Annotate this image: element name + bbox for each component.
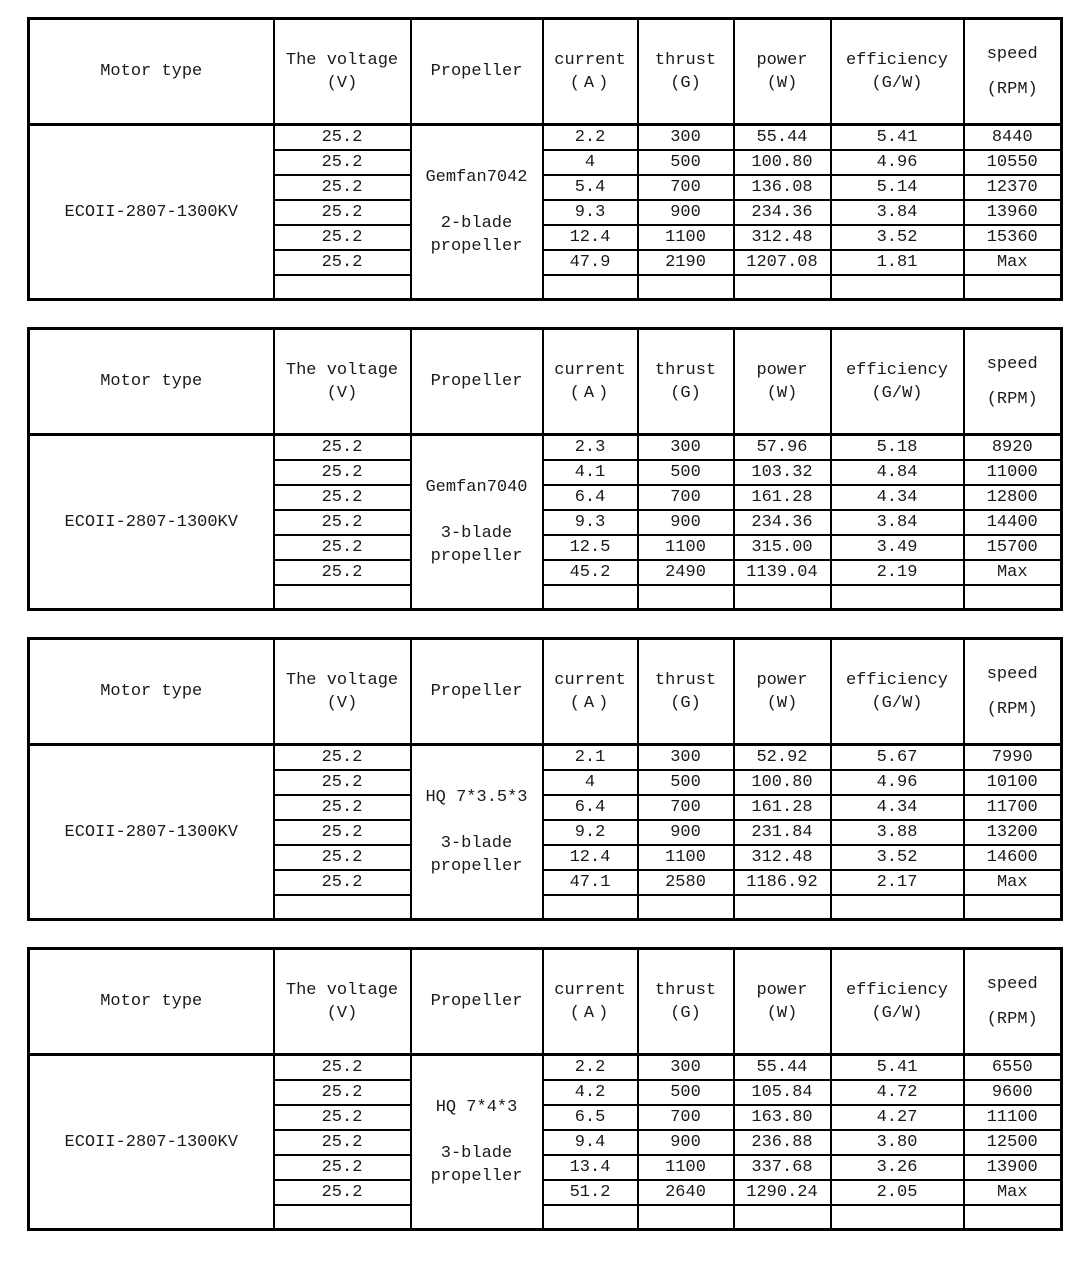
power-cell: [734, 275, 831, 300]
header-efficiency-label: efficiency: [845, 50, 949, 70]
propeller-blade-type: 3-blade propeller: [430, 524, 523, 566]
power-cell: 231.84: [734, 820, 831, 845]
thrust-cell: 900: [638, 820, 734, 845]
motor-type-cell: ECOII-2807-1300KV: [29, 125, 274, 300]
efficiency-cell: 4.72: [831, 1080, 964, 1105]
speed-cell: 12370: [964, 175, 1062, 200]
header-propeller: [411, 949, 543, 1055]
thrust-cell: [638, 275, 734, 300]
current-cell: 13.4: [543, 1155, 638, 1180]
voltage-cell: 25.2: [274, 845, 411, 870]
header-power-label: power: [756, 670, 808, 690]
voltage-cell: 25.2: [274, 200, 411, 225]
voltage-cell: [274, 895, 411, 920]
voltage-cell: 25.2: [274, 460, 411, 485]
header-voltage-label: The voltage: [285, 670, 399, 690]
thrust-cell: 1100: [638, 225, 734, 250]
header-speed-unit: (RPM): [986, 79, 1038, 99]
header-speed-label: speed: [986, 44, 1038, 64]
thrust-cell: [638, 895, 734, 920]
efficiency-cell: 3.80: [831, 1130, 964, 1155]
thrust-cell: 2580: [638, 870, 734, 895]
current-cell: 9.3: [543, 200, 638, 225]
header-motor-type-label: Motor type: [100, 62, 203, 81]
header-power-unit: (W): [766, 1003, 798, 1023]
voltage-cell: 25.2: [274, 1180, 411, 1205]
table-body: [29, 125, 1062, 300]
efficiency-cell: 3.84: [831, 200, 964, 225]
header-voltage-label: The voltage: [285, 980, 399, 1000]
speed-cell: 15360: [964, 225, 1062, 250]
voltage-cell: [274, 1205, 411, 1230]
efficiency-cell: 5.18: [831, 435, 964, 461]
voltage-cell: 25.2: [274, 1055, 411, 1081]
header-motor-type-label: Motor type: [100, 372, 203, 391]
propeller-blade-type: 3-blade propeller: [430, 834, 523, 876]
current-cell: 12.4: [543, 845, 638, 870]
current-cell: 5.4: [543, 175, 638, 200]
voltage-cell: 25.2: [274, 560, 411, 585]
speed-cell: 11700: [964, 795, 1062, 820]
header-current-unit: (A): [569, 1003, 613, 1023]
voltage-cell: 25.2: [274, 250, 411, 275]
thrust-cell: [638, 585, 734, 610]
thrust-cell: 500: [638, 770, 734, 795]
propeller-name: HQ 7*3.5*3: [425, 788, 528, 807]
header-thrust: [638, 639, 734, 745]
header-thrust-unit: (G): [670, 1003, 701, 1023]
thrust-cell: 700: [638, 175, 734, 200]
voltage-cell: 25.2: [274, 175, 411, 200]
header-current-label: current: [554, 980, 626, 1000]
header-row: [29, 949, 1062, 1055]
efficiency-cell: 4.27: [831, 1105, 964, 1130]
propeller-blade-type: 2-blade propeller: [430, 214, 523, 256]
current-cell: 6.5: [543, 1105, 638, 1130]
header-speed-label: speed: [986, 664, 1038, 684]
voltage-cell: 25.2: [274, 485, 411, 510]
propeller-cell: [411, 745, 543, 920]
efficiency-cell: [831, 1205, 964, 1230]
header-propeller: [411, 19, 543, 125]
speed-cell: 10550: [964, 150, 1062, 175]
header-efficiency-unit: (G/W): [871, 693, 923, 713]
header-efficiency-label: efficiency: [845, 360, 949, 380]
voltage-cell: 25.2: [274, 510, 411, 535]
power-cell: [734, 585, 831, 610]
efficiency-cell: 5.41: [831, 125, 964, 151]
efficiency-cell: 2.19: [831, 560, 964, 585]
header-current-label: current: [554, 360, 626, 380]
thrust-cell: 300: [638, 125, 734, 151]
thrust-cell: 300: [638, 1055, 734, 1081]
header-efficiency-label: efficiency: [845, 670, 949, 690]
thrust-cell: 700: [638, 485, 734, 510]
propeller-blade-type: 3-blade propeller: [430, 1144, 523, 1186]
header-current-unit: (A): [569, 383, 613, 403]
current-cell: 45.2: [543, 560, 638, 585]
current-cell: [543, 895, 638, 920]
header-voltage-unit: (V): [326, 693, 358, 713]
data-row: [29, 435, 1062, 461]
header-efficiency: [831, 639, 964, 745]
header-speed-unit: (RPM): [986, 389, 1038, 409]
thrust-cell: 300: [638, 745, 734, 771]
efficiency-cell: [831, 585, 964, 610]
header-efficiency-label: efficiency: [845, 980, 949, 1000]
voltage-cell: 25.2: [274, 150, 411, 175]
power-cell: 1139.04: [734, 560, 831, 585]
voltage-cell: 25.2: [274, 820, 411, 845]
current-cell: 6.4: [543, 795, 638, 820]
motor-spec-table: [27, 947, 1063, 1231]
thrust-cell: 700: [638, 795, 734, 820]
thrust-cell: 2640: [638, 1180, 734, 1205]
efficiency-cell: 3.88: [831, 820, 964, 845]
header-propeller-label: Propeller: [430, 62, 523, 81]
header-voltage-unit: (V): [326, 383, 358, 403]
header-voltage-label: The voltage: [285, 360, 399, 380]
efficiency-cell: 5.67: [831, 745, 964, 771]
voltage-cell: 25.2: [274, 435, 411, 461]
motor-spec-table: [27, 637, 1063, 921]
header-voltage: [274, 19, 411, 125]
header-current: [543, 329, 638, 435]
header-power: [734, 329, 831, 435]
table-body: [29, 435, 1062, 610]
header-efficiency: [831, 19, 964, 125]
speed-cell: 14600: [964, 845, 1062, 870]
header-efficiency-unit: (G/W): [871, 383, 923, 403]
header-row: [29, 639, 1062, 745]
propeller-name: Gemfan7040: [425, 478, 528, 497]
speed-cell: Max: [964, 870, 1062, 895]
power-cell: 163.80: [734, 1105, 831, 1130]
speed-cell: 6550: [964, 1055, 1062, 1081]
header-power-unit: (W): [766, 383, 798, 403]
voltage-cell: [274, 275, 411, 300]
thrust-cell: 1100: [638, 845, 734, 870]
current-cell: 2.1: [543, 745, 638, 771]
efficiency-cell: 5.41: [831, 1055, 964, 1081]
current-cell: 4: [543, 150, 638, 175]
power-cell: 234.36: [734, 200, 831, 225]
header-speed: [964, 639, 1062, 745]
header-speed-unit: (RPM): [986, 699, 1038, 719]
header-thrust-label: thrust: [654, 360, 717, 380]
current-cell: 51.2: [543, 1180, 638, 1205]
header-thrust-unit: (G): [670, 383, 701, 403]
thrust-cell: 300: [638, 435, 734, 461]
power-cell: 55.44: [734, 1055, 831, 1081]
efficiency-cell: 3.84: [831, 510, 964, 535]
thrust-cell: [638, 1205, 734, 1230]
power-cell: 312.48: [734, 225, 831, 250]
data-row: [29, 745, 1062, 771]
header-thrust-label: thrust: [654, 50, 717, 70]
power-cell: 161.28: [734, 485, 831, 510]
header-propeller: [411, 639, 543, 745]
thrust-cell: 900: [638, 200, 734, 225]
efficiency-cell: 4.96: [831, 770, 964, 795]
thrust-cell: 900: [638, 510, 734, 535]
header-thrust-label: thrust: [654, 980, 717, 1000]
header-thrust: [638, 949, 734, 1055]
header-motor-type: [29, 19, 274, 125]
power-cell: 337.68: [734, 1155, 831, 1180]
power-cell: 315.00: [734, 535, 831, 560]
power-cell: 312.48: [734, 845, 831, 870]
header-efficiency: [831, 949, 964, 1055]
header-current: [543, 639, 638, 745]
speed-cell: 11000: [964, 460, 1062, 485]
header-power-label: power: [756, 360, 808, 380]
propeller-cell: [411, 435, 543, 610]
header-thrust-unit: (G): [670, 693, 701, 713]
header-thrust: [638, 329, 734, 435]
header-power-unit: (W): [766, 73, 798, 93]
propeller-cell: [411, 1055, 543, 1230]
speed-cell: 8440: [964, 125, 1062, 151]
current-cell: [543, 585, 638, 610]
propeller-name: HQ 7*4*3: [435, 1098, 518, 1117]
power-cell: 105.84: [734, 1080, 831, 1105]
current-cell: 47.9: [543, 250, 638, 275]
speed-cell: Max: [964, 1180, 1062, 1205]
current-cell: 12.5: [543, 535, 638, 560]
speed-cell: 12500: [964, 1130, 1062, 1155]
header-thrust-label: thrust: [654, 670, 717, 690]
current-cell: 4.1: [543, 460, 638, 485]
motor-spec-table: [27, 327, 1063, 611]
efficiency-cell: 2.05: [831, 1180, 964, 1205]
current-cell: [543, 275, 638, 300]
header-speed-unit: (RPM): [986, 1009, 1038, 1029]
header-current: [543, 19, 638, 125]
data-row: [29, 125, 1062, 151]
current-cell: 4: [543, 770, 638, 795]
efficiency-cell: 2.17: [831, 870, 964, 895]
header-efficiency-unit: (G/W): [871, 1003, 923, 1023]
voltage-cell: 25.2: [274, 1155, 411, 1180]
efficiency-cell: 1.81: [831, 250, 964, 275]
power-cell: 57.96: [734, 435, 831, 461]
current-cell: 47.1: [543, 870, 638, 895]
efficiency-cell: 4.96: [831, 150, 964, 175]
thrust-cell: 500: [638, 1080, 734, 1105]
power-cell: 100.80: [734, 150, 831, 175]
efficiency-cell: 3.49: [831, 535, 964, 560]
speed-cell: Max: [964, 250, 1062, 275]
table-body: [29, 1055, 1062, 1230]
voltage-cell: 25.2: [274, 1105, 411, 1130]
data-row: [29, 1055, 1062, 1081]
power-cell: 52.92: [734, 745, 831, 771]
current-cell: 9.2: [543, 820, 638, 845]
speed-cell: 14400: [964, 510, 1062, 535]
current-cell: 12.4: [543, 225, 638, 250]
power-cell: 1207.08: [734, 250, 831, 275]
propeller-cell: [411, 125, 543, 300]
speed-cell: 9600: [964, 1080, 1062, 1105]
voltage-cell: [274, 585, 411, 610]
speed-cell: 13900: [964, 1155, 1062, 1180]
efficiency-cell: 4.84: [831, 460, 964, 485]
header-propeller: [411, 329, 543, 435]
header-propeller-label: Propeller: [430, 992, 523, 1011]
header-current-unit: (A): [569, 73, 613, 93]
speed-cell: 15700: [964, 535, 1062, 560]
propeller-name: Gemfan7042: [425, 168, 528, 187]
voltage-cell: 25.2: [274, 870, 411, 895]
speed-cell: 13200: [964, 820, 1062, 845]
motor-type-cell: ECOII-2807-1300KV: [29, 745, 274, 920]
header-motor-type: [29, 639, 274, 745]
power-cell: [734, 1205, 831, 1230]
header-voltage-unit: (V): [326, 73, 358, 93]
header-current-label: current: [554, 670, 626, 690]
efficiency-cell: 5.14: [831, 175, 964, 200]
speed-cell: 13960: [964, 200, 1062, 225]
voltage-cell: 25.2: [274, 795, 411, 820]
thrust-cell: 500: [638, 460, 734, 485]
header-power: [734, 949, 831, 1055]
current-cell: 2.2: [543, 125, 638, 151]
motor-type-cell: ECOII-2807-1300KV: [29, 435, 274, 610]
current-cell: 2.2: [543, 1055, 638, 1081]
voltage-cell: 25.2: [274, 770, 411, 795]
power-cell: 234.36: [734, 510, 831, 535]
header-propeller-label: Propeller: [430, 682, 523, 701]
voltage-cell: 25.2: [274, 535, 411, 560]
thrust-cell: 1100: [638, 535, 734, 560]
header-current-unit: (A): [569, 693, 613, 713]
efficiency-cell: 3.26: [831, 1155, 964, 1180]
speed-cell: 12800: [964, 485, 1062, 510]
voltage-cell: 25.2: [274, 1080, 411, 1105]
efficiency-cell: 4.34: [831, 795, 964, 820]
header-current: [543, 949, 638, 1055]
power-cell: 100.80: [734, 770, 831, 795]
header-power-unit: (W): [766, 693, 798, 713]
header-power: [734, 639, 831, 745]
current-cell: 6.4: [543, 485, 638, 510]
motor-spec-table: [27, 17, 1063, 301]
thrust-cell: 500: [638, 150, 734, 175]
thrust-cell: 2490: [638, 560, 734, 585]
power-cell: 103.32: [734, 460, 831, 485]
header-motor-type: [29, 329, 274, 435]
power-cell: 236.88: [734, 1130, 831, 1155]
thrust-cell: 2190: [638, 250, 734, 275]
speed-cell: 7990: [964, 745, 1062, 771]
power-cell: [734, 895, 831, 920]
voltage-cell: 25.2: [274, 225, 411, 250]
speed-cell: Max: [964, 560, 1062, 585]
efficiency-cell: [831, 895, 964, 920]
header-motor-type-label: Motor type: [100, 992, 203, 1011]
speed-cell: 10100: [964, 770, 1062, 795]
header-voltage-unit: (V): [326, 1003, 358, 1023]
power-cell: 161.28: [734, 795, 831, 820]
header-voltage: [274, 329, 411, 435]
speed-cell: 8920: [964, 435, 1062, 461]
efficiency-cell: [831, 275, 964, 300]
header-propeller-label: Propeller: [430, 372, 523, 391]
speed-cell: 11100: [964, 1105, 1062, 1130]
motor-type-cell: ECOII-2807-1300KV: [29, 1055, 274, 1230]
speed-cell: [964, 585, 1062, 610]
header-current-label: current: [554, 50, 626, 70]
header-speed-label: speed: [986, 354, 1038, 374]
header-power-label: power: [756, 50, 808, 70]
power-cell: 55.44: [734, 125, 831, 151]
efficiency-cell: 3.52: [831, 225, 964, 250]
current-cell: [543, 1205, 638, 1230]
current-cell: 4.2: [543, 1080, 638, 1105]
current-cell: 9.3: [543, 510, 638, 535]
header-motor-type: [29, 949, 274, 1055]
voltage-cell: 25.2: [274, 1130, 411, 1155]
header-power: [734, 19, 831, 125]
header-efficiency: [831, 329, 964, 435]
header-voltage: [274, 949, 411, 1055]
voltage-cell: 25.2: [274, 745, 411, 771]
power-cell: 136.08: [734, 175, 831, 200]
power-cell: 1186.92: [734, 870, 831, 895]
header-voltage-label: The voltage: [285, 50, 399, 70]
header-speed: [964, 329, 1062, 435]
thrust-cell: 900: [638, 1130, 734, 1155]
table-body: [29, 745, 1062, 920]
header-speed-label: speed: [986, 974, 1038, 994]
efficiency-cell: 3.52: [831, 845, 964, 870]
current-cell: 9.4: [543, 1130, 638, 1155]
header-speed: [964, 949, 1062, 1055]
voltage-cell: 25.2: [274, 125, 411, 151]
current-cell: 2.3: [543, 435, 638, 461]
header-thrust: [638, 19, 734, 125]
thrust-cell: 1100: [638, 1155, 734, 1180]
thrust-cell: 700: [638, 1105, 734, 1130]
header-efficiency-unit: (G/W): [871, 73, 923, 93]
speed-cell: [964, 895, 1062, 920]
header-voltage: [274, 639, 411, 745]
power-cell: 1290.24: [734, 1180, 831, 1205]
speed-cell: [964, 275, 1062, 300]
speed-cell: [964, 1205, 1062, 1230]
header-thrust-unit: (G): [670, 73, 701, 93]
header-power-label: power: [756, 980, 808, 1000]
efficiency-cell: 4.34: [831, 485, 964, 510]
header-motor-type-label: Motor type: [100, 682, 203, 701]
header-speed: [964, 19, 1062, 125]
header-row: [29, 329, 1062, 435]
header-row: [29, 19, 1062, 125]
